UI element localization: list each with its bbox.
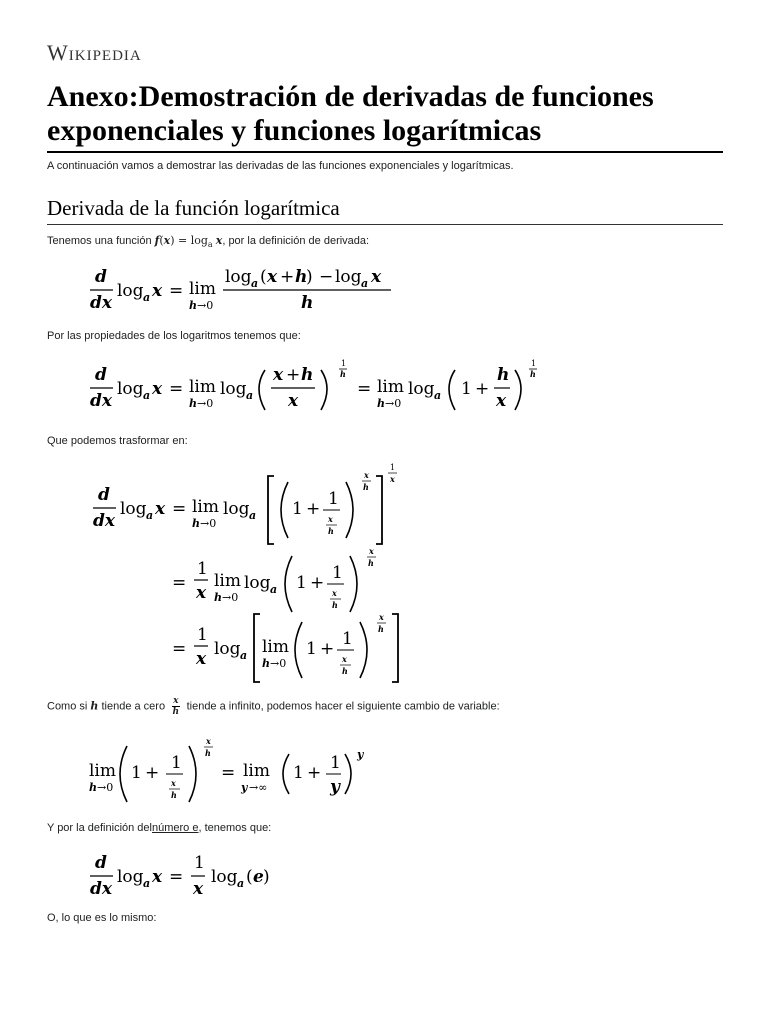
paragraph-5: [47, 822, 271, 834]
svg-text:h: h: [377, 397, 385, 410]
svg-text:h: h: [301, 365, 314, 385]
svg-text:x: x: [328, 514, 333, 524]
svg-text:d: d: [95, 267, 107, 287]
svg-text:(: (: [246, 867, 253, 887]
svg-text:+: +: [145, 763, 160, 783]
svg-text:log: log: [120, 499, 147, 519]
svg-text:a: a: [146, 509, 154, 522]
svg-text:log: log: [223, 499, 250, 519]
svg-text:x: x: [193, 879, 204, 899]
svg-text:lim: lim: [377, 377, 404, 397]
svg-text:1: 1: [342, 629, 353, 649]
svg-text:x: x: [171, 778, 176, 788]
svg-text:x: x: [152, 281, 163, 301]
paragraph-1: [47, 234, 369, 249]
p4-fraction: $\frac{x}{h}$: [172, 696, 180, 717]
svg-text:→0: →0: [270, 657, 287, 670]
svg-text:log: log: [220, 379, 247, 399]
svg-text:→0: →0: [385, 397, 402, 410]
svg-text:→0: →0: [197, 299, 214, 312]
svg-text:x: x: [369, 546, 374, 556]
paragraph-4: [47, 696, 500, 717]
svg-text:dx: dx: [93, 511, 116, 531]
svg-text:d: d: [95, 853, 107, 873]
svg-text:1: 1: [171, 753, 182, 773]
svg-text:x: x: [371, 267, 382, 287]
svg-text:1: 1: [296, 573, 307, 593]
svg-text:lim: lim: [189, 279, 216, 299]
svg-text:y: y: [330, 777, 340, 797]
svg-text:→0: →0: [222, 591, 239, 604]
svg-text:log: log: [117, 867, 144, 887]
svg-text:1: 1: [341, 359, 347, 368]
svg-text:h: h: [332, 600, 338, 610]
svg-text:d: d: [98, 485, 110, 505]
svg-text:−: −: [319, 267, 334, 287]
svg-text:e: e: [253, 867, 264, 887]
numero-e-link[interactable]: número e: [151, 822, 199, 834]
svg-text:+: +: [306, 499, 321, 519]
svg-text:log: log: [335, 267, 362, 287]
svg-text:=: =: [172, 639, 187, 659]
svg-text:1: 1: [306, 639, 317, 659]
svg-text:1: 1: [332, 563, 343, 583]
svg-text:a: a: [361, 277, 369, 290]
svg-text:+: +: [310, 573, 325, 593]
svg-text:log: log: [117, 379, 144, 399]
svg-text:h: h: [530, 369, 536, 379]
svg-text:): ): [263, 867, 270, 887]
svg-text:h: h: [214, 591, 222, 604]
svg-text:+: +: [475, 379, 490, 399]
svg-text:x: x: [152, 379, 163, 399]
svg-text:1: 1: [390, 463, 396, 472]
equation-3: [88, 462, 418, 684]
svg-text:h: h: [171, 790, 177, 800]
p1-text-after: , por la definición de derivada:: [222, 235, 370, 247]
svg-text:1: 1: [328, 489, 339, 509]
svg-text:lim: lim: [262, 637, 289, 657]
p1-var-x: x: [215, 234, 223, 247]
svg-text:a: a: [270, 583, 278, 596]
svg-text:log: log: [214, 639, 241, 659]
p4-text-mid: tiende a cero: [101, 700, 166, 713]
intro-text: A continuación vamos a demostrar las derivadas de las funciones exponenciales y logarítmicas.: [47, 160, 514, 172]
svg-text:+: +: [286, 365, 301, 385]
p1-text-before: Tenemos una función: [47, 235, 152, 247]
svg-text:x: x: [155, 499, 166, 519]
svg-text:x: x: [364, 470, 369, 480]
svg-text:h: h: [262, 657, 270, 670]
svg-text:x: x: [152, 867, 163, 887]
svg-text:x: x: [390, 474, 395, 484]
p4-text-before: Como si: [47, 700, 88, 713]
svg-text:h: h: [295, 267, 308, 287]
svg-text:log: log: [244, 573, 271, 593]
svg-text:x: x: [379, 612, 384, 622]
p4-text-after: tiende a infinito, podemos hacer el siguiente cambio de variable:: [186, 700, 500, 713]
svg-text:y: y: [241, 781, 248, 794]
svg-text:1: 1: [197, 559, 208, 579]
section-heading: Derivada de la función logarítmica: [47, 196, 340, 220]
svg-text:1: 1: [194, 853, 205, 873]
section-divider: [47, 224, 723, 225]
svg-text:(: (: [260, 267, 267, 287]
svg-text:x: x: [332, 588, 337, 598]
p4-var-h: h: [90, 699, 99, 713]
svg-text:lim: lim: [189, 377, 216, 397]
paragraph-6: O, lo que es lo mismo:: [47, 912, 157, 924]
svg-text:a: a: [143, 877, 151, 890]
svg-text:x: x: [288, 391, 299, 411]
svg-text:→∞: →∞: [249, 781, 268, 794]
svg-text:h: h: [205, 748, 211, 758]
svg-text:=: =: [169, 281, 184, 301]
svg-text:h: h: [378, 624, 384, 634]
svg-text:x: x: [273, 365, 284, 385]
svg-text:y: y: [357, 748, 364, 761]
svg-text:=: =: [172, 499, 187, 519]
equation-5: [85, 846, 305, 906]
svg-text:lim: lim: [89, 761, 116, 781]
svg-text:dx: dx: [90, 879, 113, 899]
svg-text:a: a: [251, 277, 259, 290]
svg-text:dx: dx: [90, 293, 113, 313]
svg-text:x: x: [196, 649, 207, 669]
svg-text:a: a: [240, 649, 248, 662]
title-divider: [47, 151, 723, 153]
paragraph-3: Que podemos trasformar en:: [47, 435, 188, 447]
svg-text:h: h: [342, 666, 348, 676]
svg-text:d: d: [95, 365, 107, 385]
svg-text:+: +: [320, 639, 335, 659]
svg-text:=: =: [169, 379, 184, 399]
wikipedia-logo[interactable]: [47, 40, 142, 66]
equation-4: [85, 734, 385, 806]
svg-text:a: a: [237, 877, 245, 890]
svg-text:1: 1: [293, 763, 304, 783]
svg-text:a: a: [249, 509, 257, 522]
p1-sub: a: [207, 240, 213, 250]
svg-text:h: h: [189, 299, 197, 312]
svg-text:a: a: [143, 389, 151, 402]
svg-text:1: 1: [461, 379, 472, 399]
svg-text:lim: lim: [243, 761, 270, 781]
svg-text:h: h: [192, 517, 200, 530]
svg-text:x: x: [342, 654, 347, 664]
svg-text:x: x: [206, 736, 211, 746]
svg-text:a: a: [143, 291, 151, 304]
svg-text:): ): [306, 267, 313, 287]
svg-text:h: h: [340, 369, 346, 379]
svg-text:log: log: [408, 379, 435, 399]
logo-text: Wikipedia: [47, 40, 142, 65]
svg-text:→0: →0: [97, 781, 114, 794]
svg-text:1: 1: [330, 753, 341, 773]
svg-text:a: a: [246, 389, 254, 402]
svg-text:→0: →0: [197, 397, 214, 410]
svg-text:h: h: [189, 397, 197, 410]
p1-inline-math: f: [154, 234, 160, 247]
svg-text:+: +: [307, 763, 322, 783]
svg-text:=: =: [221, 763, 236, 783]
p1-eq: ) = log: [170, 234, 208, 247]
svg-text:log: log: [225, 267, 252, 287]
svg-text:1: 1: [131, 763, 142, 783]
svg-text:h: h: [301, 293, 314, 313]
p5-text-after: , tenemos que:: [198, 822, 272, 834]
paragraph-2: Por las propiedades de los logaritmos tenemos que:: [47, 330, 301, 342]
svg-text:h: h: [368, 558, 374, 568]
svg-text:h: h: [363, 482, 369, 492]
svg-text:=: =: [172, 573, 187, 593]
svg-text:log: log: [117, 281, 144, 301]
svg-text:=: =: [169, 867, 184, 887]
p1-paren: (: [159, 234, 164, 247]
svg-text:1: 1: [197, 625, 208, 645]
svg-text:→0: →0: [200, 517, 217, 530]
svg-text:x: x: [496, 391, 507, 411]
svg-text:h: h: [89, 781, 97, 794]
svg-text:=: =: [357, 379, 372, 399]
svg-text:lim: lim: [214, 571, 241, 591]
equation-1: [85, 260, 415, 320]
svg-text:a: a: [434, 389, 442, 402]
p5-text-before: Y por la definición del: [47, 822, 152, 834]
p1-var: x: [163, 234, 171, 247]
equation-2: [85, 358, 555, 418]
svg-text:x: x: [267, 267, 278, 287]
svg-text:h: h: [497, 365, 510, 385]
svg-text:1: 1: [292, 499, 303, 519]
page-title: Anexo:Demostración de derivadas de funciones exponenciales y funciones logarítmicas: [47, 80, 654, 147]
svg-text:x: x: [196, 583, 207, 603]
svg-text:log: log: [211, 867, 238, 887]
svg-text:dx: dx: [90, 391, 113, 411]
svg-text:h: h: [328, 526, 334, 536]
svg-text:+: +: [280, 267, 295, 287]
svg-text:1: 1: [531, 359, 537, 368]
svg-text:lim: lim: [192, 497, 219, 517]
